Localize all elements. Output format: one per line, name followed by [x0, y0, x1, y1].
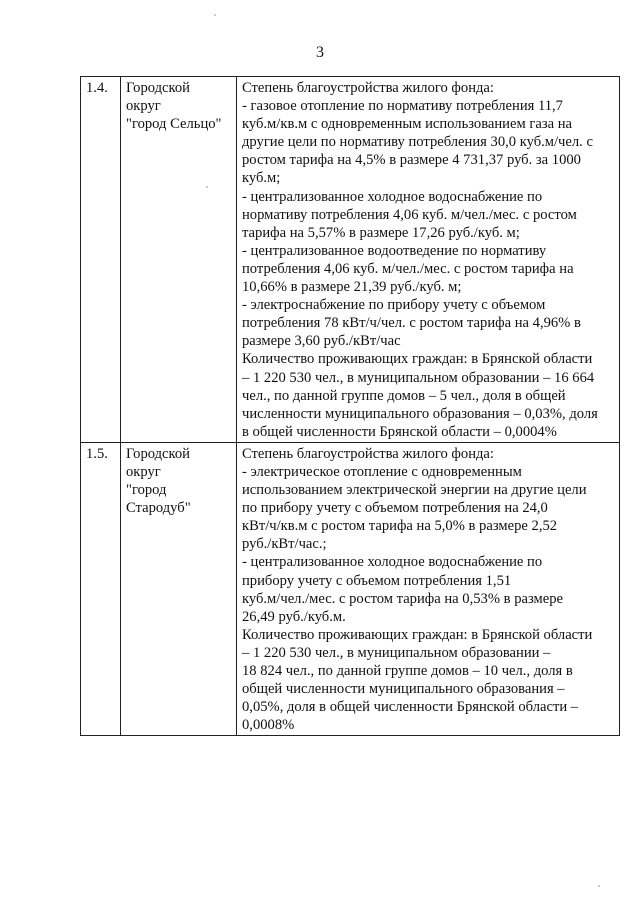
description-line: прибору учету с объемом потребления 1,51	[242, 572, 512, 589]
description-line: потребления 4,06 куб. м/чел./мес. с ростом тарифа на	[242, 260, 574, 277]
row-number: 1.5.	[86, 445, 108, 462]
description-line: ростом тарифа на 4,5% в размере 4 731,37 руб. за 1000	[242, 152, 581, 169]
description-line: Количество проживающих граждан: в Брянской области	[242, 626, 593, 643]
description-line: - электрическое отопление с одновременным	[242, 463, 522, 480]
scan-speck	[214, 14, 216, 16]
description-line: Количество проживающих граждан: в Брянской области	[242, 351, 593, 368]
description-line: Степень благоустройства жилого фонда:	[242, 80, 494, 96]
tariff-table-body	[81, 77, 620, 736]
description-line: кВт/ч/кв.м с ростом тарифа на 5,0% в размере 2,52	[242, 518, 558, 535]
tariff-table	[80, 76, 620, 736]
description-line: - централизованное холодное водоснабжение по	[242, 188, 543, 205]
municipality-cell	[121, 442, 237, 736]
description-cell	[237, 77, 620, 443]
description-line: – 1 220 530 чел., в муниципальном образовании –	[242, 644, 551, 661]
description-line: чел., по данной группе домов – 5 чел., доля в общей	[242, 387, 566, 404]
row-number-cell	[81, 442, 121, 736]
description-line: в общей численности Брянской области – 0,0004%	[242, 423, 557, 440]
scan-speck	[206, 186, 208, 188]
municipality-line: Городской	[126, 445, 190, 462]
description-line: - электроснабжение по прибору учету с объемом	[242, 297, 546, 314]
description-line: численности муниципального образования – 0,03%, доля	[242, 405, 598, 422]
table-row	[81, 442, 620, 736]
description-cell	[237, 442, 620, 736]
description-line: - газовое отопление по нормативу потребления 11,7	[242, 98, 563, 115]
description-line: другие цели по нормативу потребления 30,0 куб.м/чел. с	[242, 134, 593, 151]
municipality-line: округ	[126, 463, 161, 480]
description-line: 26,49 руб./куб.м.	[242, 608, 346, 625]
description-line: 0,0008%	[242, 717, 295, 734]
description-line: куб.м/кв.м с одновременным использованием газа на	[242, 116, 572, 133]
description-line: куб.м/чел./мес. с ростом тарифа на 0,53% в размере	[242, 590, 564, 607]
municipality-cell	[121, 77, 237, 443]
description-line: по прибору учету с объемом потребления на 24,0	[242, 500, 548, 517]
description-line: 18 824 чел., по данной группе домов – 10 чел., доля в	[242, 663, 573, 679]
description-line: размере 3,60 руб./кВт/час	[242, 333, 401, 350]
description-line: потребления 78 кВт/ч/чел. с ростом тарифа на 4,96% в	[242, 315, 581, 332]
description-line: 0,05%, доля в общей численности Брянской области –	[242, 699, 579, 716]
description-line: использованием электрической энергии на другие цели	[242, 482, 587, 499]
scan-speck	[598, 885, 600, 887]
description-line: тарифа на 5,57% в размере 17,26 руб./куб. м;	[242, 224, 520, 241]
municipality-line: округ	[126, 98, 161, 115]
table-row	[81, 77, 620, 443]
description-line: - централизованное водоотведение по нормативу	[242, 242, 547, 259]
description-line: нормативу потребления 4,06 куб. м/чел./мес. с ростом	[242, 206, 577, 223]
description-line: – 1 220 530 чел., в муниципальном образовании – 16 664	[242, 369, 595, 386]
municipality-line: Стародуб"	[126, 500, 191, 517]
description-line: 10,66% в размере 21,39 руб./куб. м;	[242, 279, 462, 296]
row-number-cell	[81, 77, 121, 443]
description-line: общей численности муниципального образования –	[242, 681, 565, 698]
municipality-line: Городской	[126, 80, 190, 96]
municipality-line: "город	[126, 482, 167, 499]
municipality-line: "город Сельцо"	[126, 116, 222, 133]
page-number: 3	[316, 44, 324, 61]
description-line: - централизованное холодное водоснабжение по	[242, 554, 543, 571]
description-line: Степень благоустройства жилого фонда:	[242, 445, 494, 462]
row-number: 1.4.	[86, 80, 108, 96]
description-line: руб./кВт/час.;	[242, 536, 327, 553]
description-line: куб.м;	[242, 170, 281, 187]
